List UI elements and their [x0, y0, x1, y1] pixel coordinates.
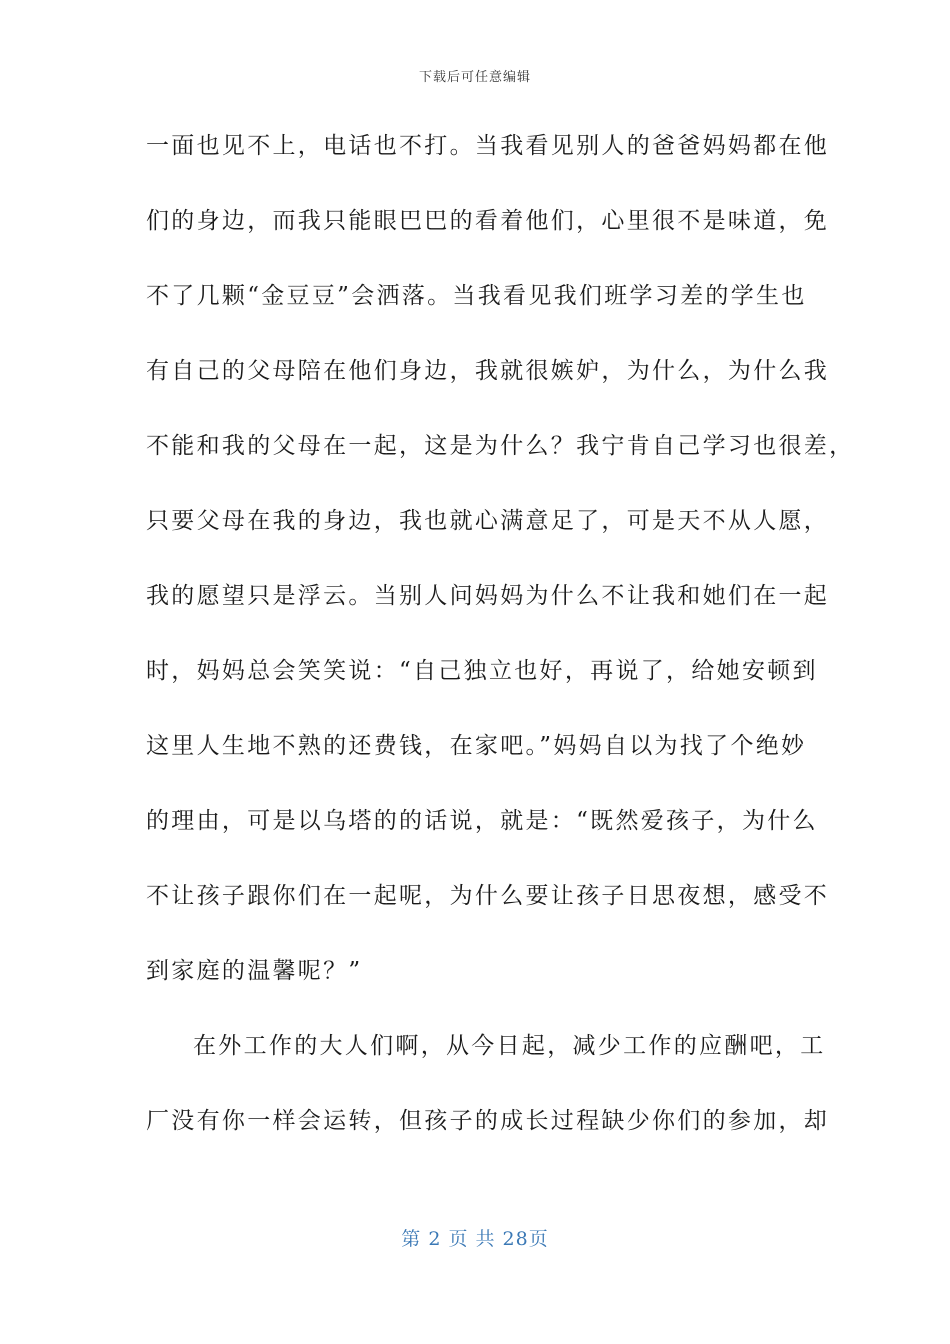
paragraph-first-line: 在外工作的大人们啊，从今日起，减少工作的应酬吧，工 [193, 1033, 826, 1059]
text-line: 有自己的父母陪在他们身边，我就很嫉妒，为什么，为什么我 [146, 358, 830, 384]
text-line: 不了几颗“金豆豆”会洒落。当我看见我们班学习差的学生也 [146, 283, 807, 309]
document-body [146, 121, 855, 1171]
text-line: 时，妈妈总会笑笑说：“自己独立也好，再说了，给她安顿到 [146, 658, 818, 684]
text-line: 不能和我的父母在一起，这是为什么？我宁肯自己学习也很差， [146, 433, 855, 459]
text-line: 厂没有你一样会运转，但孩子的成长过程缺少你们的参加，却 [146, 1108, 830, 1134]
text-line: 这里人生地不熟的还费钱，在家吧。”妈妈自以为找了个绝妙 [146, 733, 807, 759]
text-line: 我的愿望只是浮云。当别人问妈妈为什么不让我和她们在一起 [146, 583, 830, 609]
text-line: 们的身边，而我只能眼巴巴的看着他们，心里很不是味道，免 [146, 208, 830, 234]
text-line: 一面也见不上，电话也不打。当我看见别人的爸爸妈妈都在他 [146, 133, 830, 159]
page-header: 下载后可任意编辑 [418, 70, 531, 85]
text-line: 不让孩子跟你们在一起呢，为什么要让孩子日思夜想，感受不 [146, 883, 830, 909]
text-line: 的理由，可是以乌塔的的话说，就是：“既然爱孩子，为什么 [146, 808, 818, 834]
text-line: 只要父母在我的身边，我也就心满意足了，可是天不从人愿， [146, 508, 830, 534]
text-line: 到家庭的温馨呢？” [146, 958, 363, 984]
page-number-footer: 第 2 页 共 28页 [401, 1228, 549, 1250]
